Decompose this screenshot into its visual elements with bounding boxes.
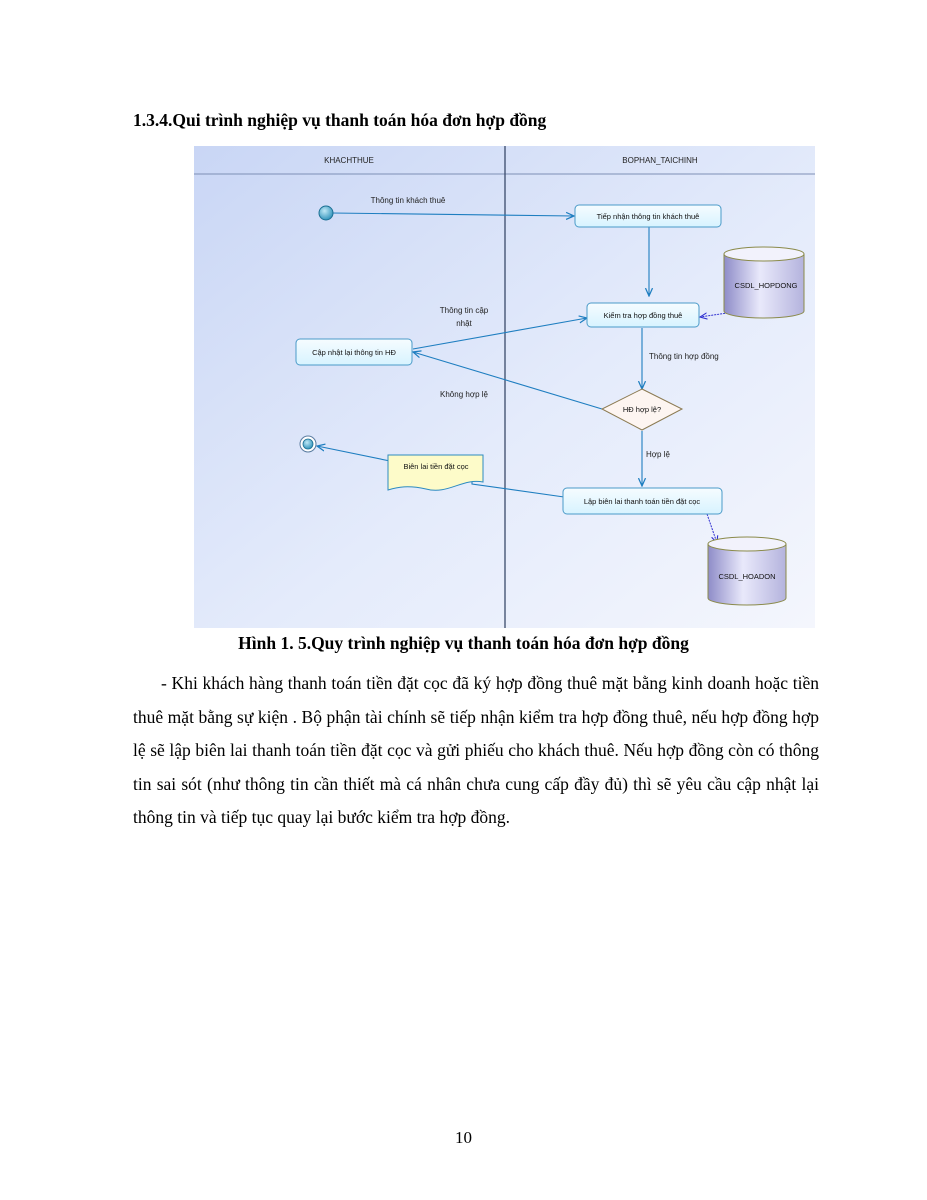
activity-update-info-label: Cập nhật lại thông tin HĐ bbox=[312, 348, 396, 357]
page-number: 10 bbox=[455, 1128, 472, 1147]
activity-diagram bbox=[194, 146, 815, 628]
flow-label-customer-info: Thông tin khách thuê bbox=[370, 196, 446, 205]
database-contracts bbox=[724, 247, 804, 318]
activity-check-contract-label: Kiểm tra hợp đồng thuê bbox=[603, 311, 683, 320]
decision-label: HĐ hợp lệ? bbox=[622, 405, 662, 414]
start-node bbox=[319, 206, 333, 220]
flow-label-update-info-1: Thông tin cập bbox=[439, 306, 489, 315]
lane-header-khachthue: KHACHTHUE bbox=[324, 156, 374, 165]
figure-caption: Hình 1. 5.Quy trình nghiệp vụ thanh toán hóa đơn hợp đồng bbox=[238, 633, 689, 653]
database-invoices-label: CSDL_HOADON bbox=[718, 572, 776, 581]
lane-header-bophan-taichinh: BOPHAN_TAICHINH bbox=[622, 156, 698, 165]
database-invoices bbox=[708, 537, 786, 605]
flow-label-valid: Hợp lệ bbox=[646, 450, 670, 459]
activity-update-info bbox=[296, 339, 412, 365]
section-heading: 1.3.4.Qui trình nghiệp vụ thanh toán hóa đơn hợp đồng bbox=[133, 110, 547, 130]
activity-receive-info bbox=[575, 205, 721, 227]
body-paragraph: - Khi khách hàng thanh toán tiền đặt cọc đã ký hợp đồng thuê mặt bằng kinh doanh hoặc tiền thuê mặt bằng sự kiện . Bộ phận tài chính sẽ tiếp nhận kiểm tra hợp đồng thuê, nếu hợp đồng hợp lệ sẽ lập biên lai thanh toán tiền đặt cọc và gửi phiếu cho khách thuê. Nếu hợp đồng còn có thông tin sai sót (như thông tin cần thiết mà cá nhân chưa cung cấp đầy đủ) thì sẽ yêu cầu cập nhật lại thông tin và tiếp tục quay lại bước kiểm tra hợp đồng. bbox=[133, 673, 819, 827]
flow-label-invalid: Không hợp lệ bbox=[440, 390, 488, 399]
flow-label-update-info-2: nhật bbox=[456, 319, 472, 328]
activity-receive-info-label: Tiếp nhận thông tin khách thuê bbox=[596, 212, 700, 221]
database-contracts-label: CSDL_HOPDONG bbox=[734, 281, 798, 290]
flow-label-contract-info: Thông tin hợp đồng bbox=[649, 352, 719, 361]
activity-create-receipt-label: Lập biên lai thanh toán tiền đặt cọc bbox=[583, 497, 701, 506]
activity-check-contract bbox=[587, 303, 699, 327]
document-label: Biên lai tiền đặt cọc bbox=[403, 462, 469, 471]
activity-create-receipt bbox=[563, 488, 722, 514]
